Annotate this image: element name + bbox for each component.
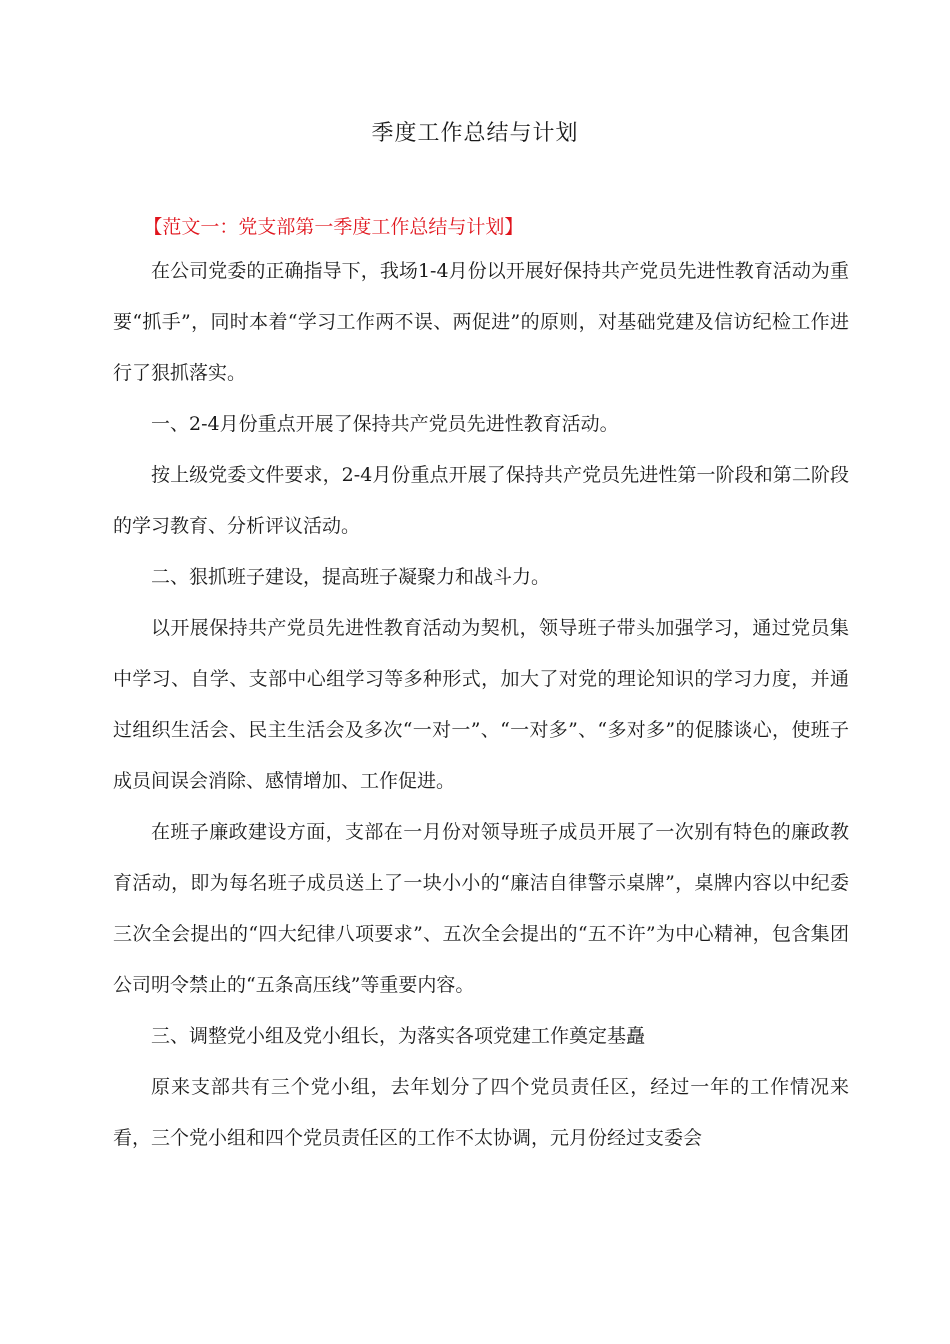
document-title: 季度工作总结与计划 (371, 121, 579, 146)
paragraph-integrity: 在班子廉政建设方面，支部在一月份对领导班子成员开展了一次别有特色的廉政教育活动，即为每名班子成员送上了一块小小的“廉洁自律警示桌牌”，桌牌内容以中纪委三次全会提出的“四大纪律八项要求”、五次全会提出的“五不许”为中心精神，包含集团公司明令禁止的“五条高压线”等重要内容。 (113, 821, 849, 996)
paragraph-intro: 在公司党委的正确指导下，我场1-4月份以开展好保持共产党员先进性教育活动为重要“抓手”，同时本着“学习工作两不误、两促进”的原则，对基础党建及信访纪检工作进行了狠抓落实。 (113, 260, 849, 384)
paragraph-heading-two: 二、狠抓班子建设，提高班子凝聚力和战斗力。 (151, 566, 551, 588)
paragraph-groups: 原来支部共有三个党小组，去年划分了四个党员责任区，经过一年的工作情况来看，三个党小组和四个党员责任区的工作不太协调，元月份经过支委会 (113, 1076, 849, 1149)
paragraph-heading-one: 一、2-4月份重点开展了保持共产党员先进性教育活动。 (151, 413, 619, 435)
paragraph-requirement: 按上级党委文件要求，2-4月份重点开展了保持共产党员先进性第一阶段和第二阶段的学习教育、分析评议活动。 (113, 464, 849, 537)
paragraph-team-building: 以开展保持共产党员先进性教育活动为契机，领导班子带头加强学习，通过党员集中学习、自学、支部中心组学习等多种形式，加大了对党的理论知识的学习力度，并通过组织生活会、民主生活会及多次“一对一”、“一对多”、“多对多”的促膝谈心，使班子成员间误会消除、感情增加、工作促进。 (113, 617, 849, 792)
section-heading: 【范文一：党支部第一季度工作总结与计划】 (143, 216, 524, 238)
document-body (113, 208, 849, 1164)
paragraph-heading-three: 三、调整党小组及党小组长，为落实各项党建工作奠定基矗 (151, 1025, 646, 1047)
